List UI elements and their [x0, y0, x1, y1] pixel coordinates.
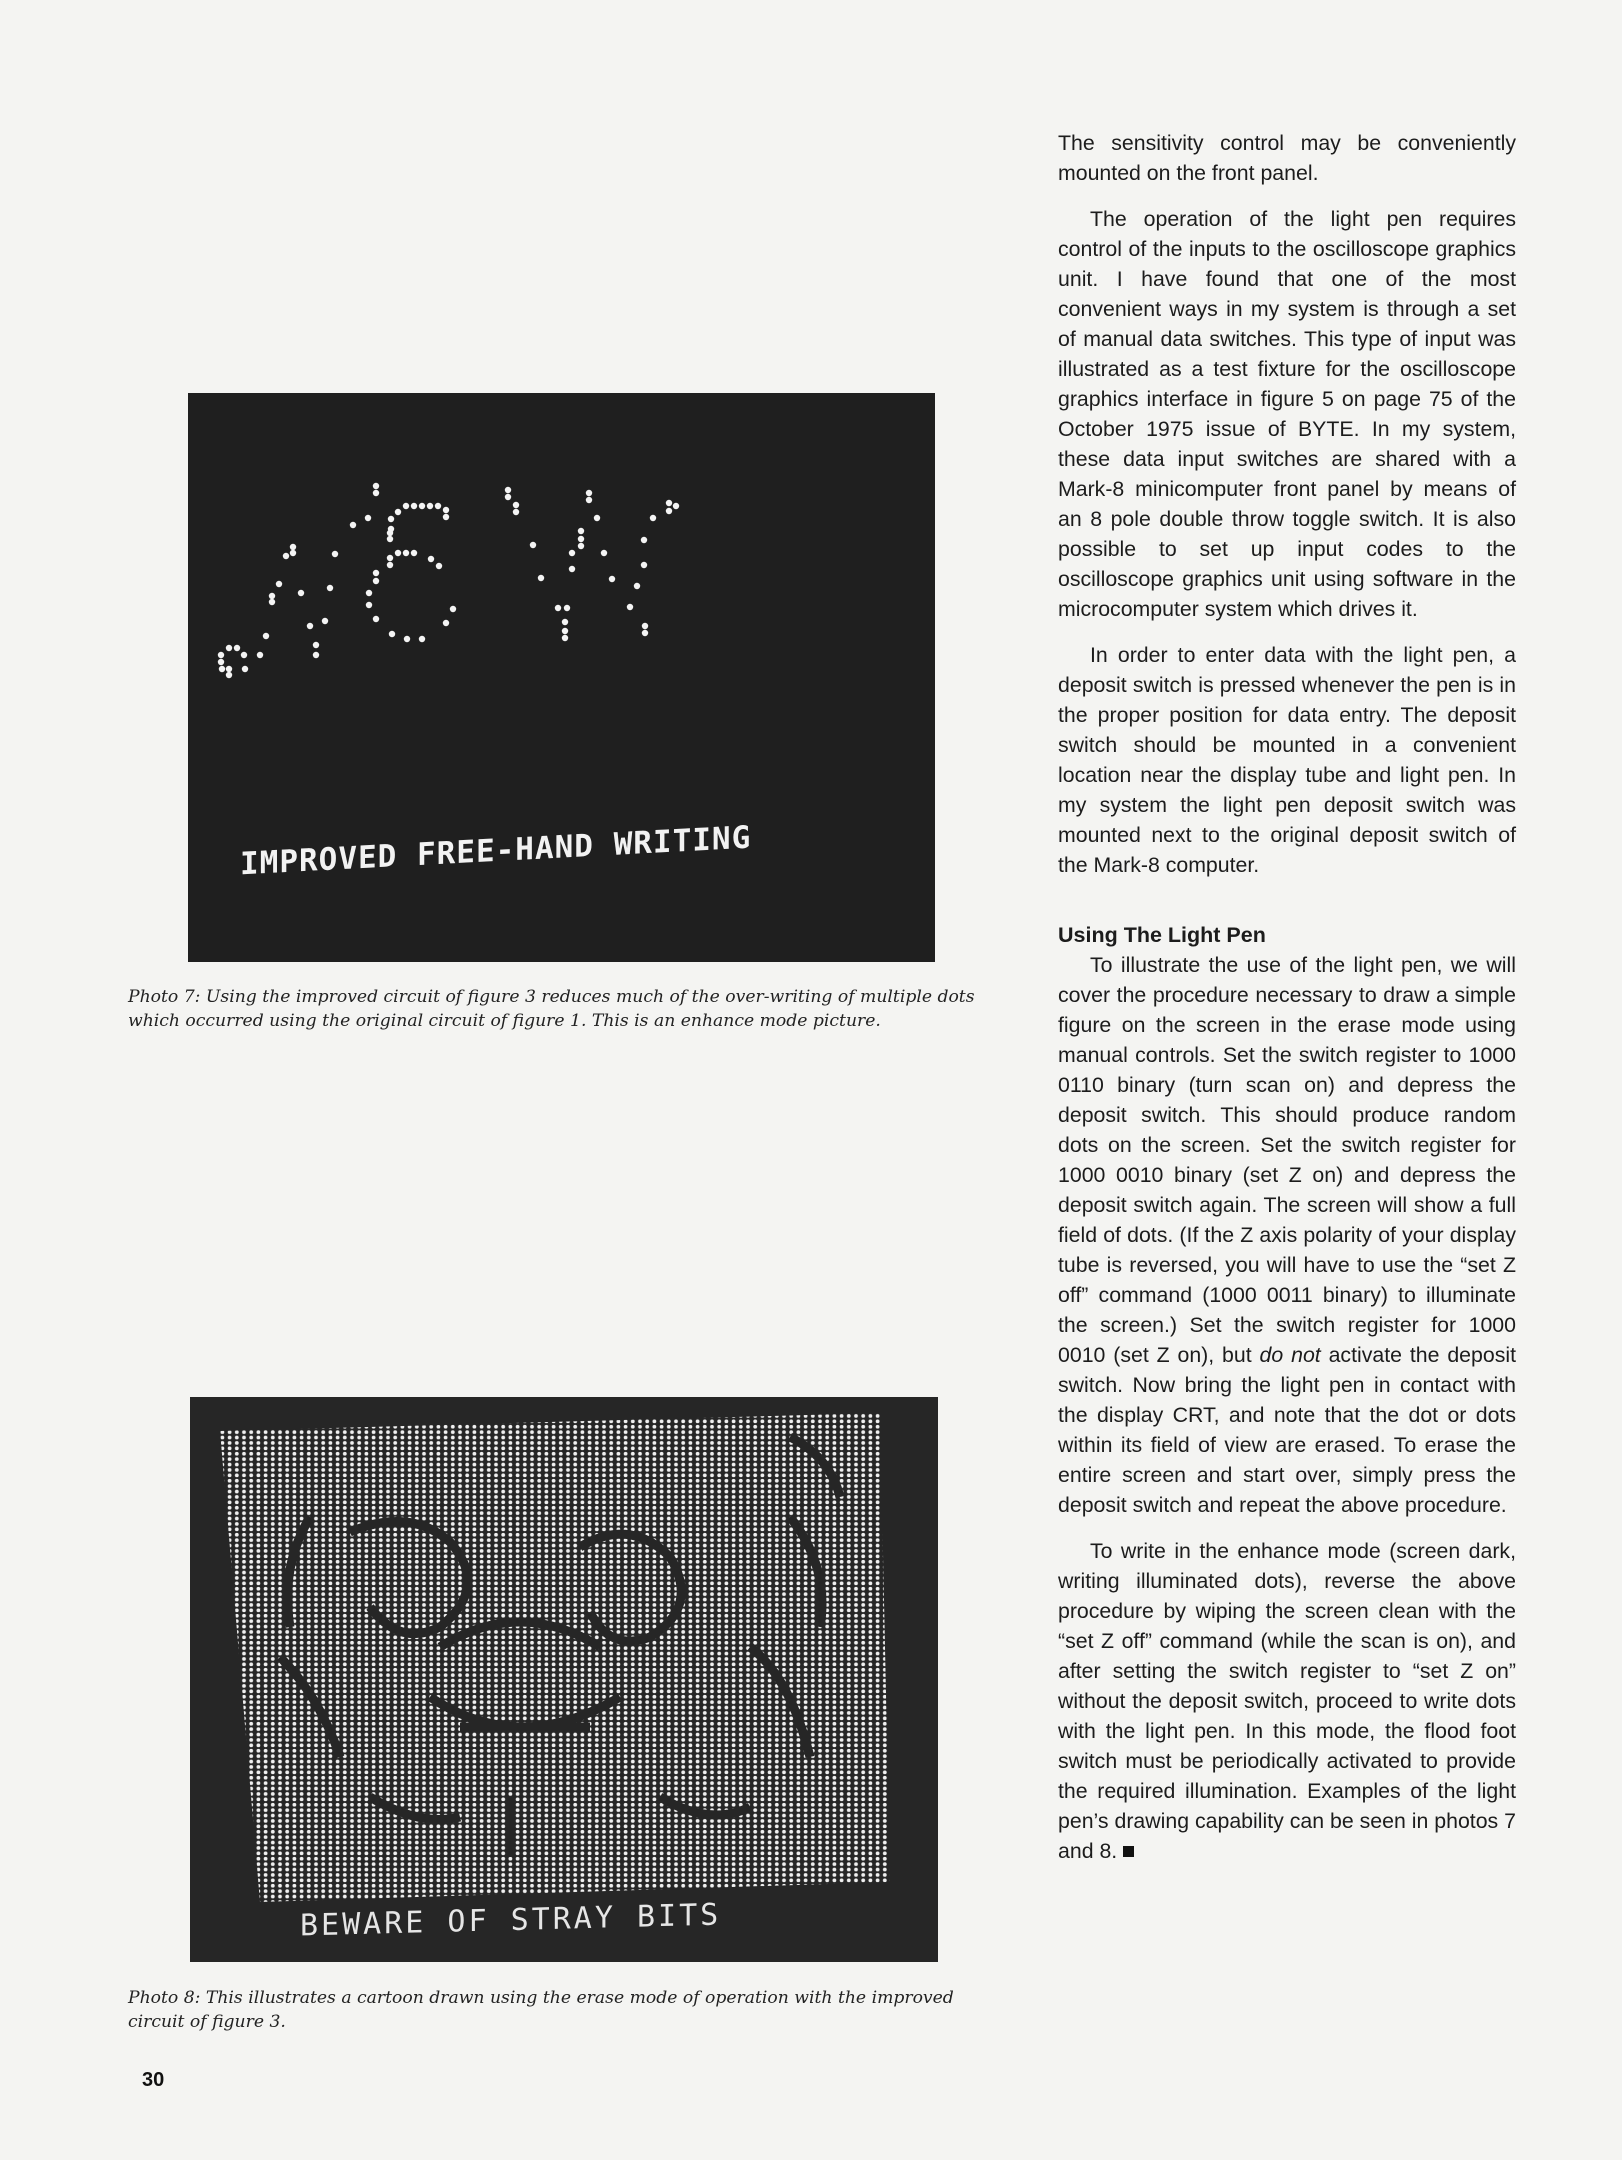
- paragraph-text: activate the deposit switch. Now bring the light pen in contact with the display CRT, and note that the dot or dots within its field of view are erased. To erase the entire screen and start over, simply press the deposit switch and repeat the above procedure.: [1058, 1343, 1516, 1517]
- page-number: 30: [142, 2069, 165, 2091]
- paragraph-text: To illustrate the use of the light pen, we will cover the procedure necessary to draw a simple figure on the screen in the erase mode using manual controls. Set the switch register to 1000 0110 binary (turn scan on) and depress the deposit switch. This should produce random dots on the screen. Set the switch register for 1000 0010 binary (set Z on) and depress the deposit switch again. The screen will show a full field of dots. (If the Z axis polarity of your display tube is reversed, you will have to use the “set Z off” command (1000 0011 binary) to illuminate the screen.) Set the switch register for 1000 0010 (set Z on), but: [1058, 953, 1516, 1367]
- article-body-column: [1058, 128, 1516, 1866]
- end-of-article-square-icon: [1123, 1846, 1134, 1857]
- body-paragraph: [1058, 950, 1516, 1520]
- photo-8-oscilloscope-cartoon: [190, 1397, 938, 1962]
- body-paragraph: The operation of the light pen requires control of the inputs to the oscilloscope graphics unit. I have found that one of the most convenient ways in my system is through a set of manual data switches. This type of input was illustrated as a test fixture for the oscilloscope graphics interface in figure 5 on page 75 of the October 1975 issue of BYTE. In my system, these data input switches are shared with a Mark-8 minicomputer front panel by means of an 8 pole double throw toggle switch. It is also possible to set up input codes to the oscilloscope graphics unit using software in the microcomputer system which drives it.: [1058, 207, 1516, 621]
- crt-screen-text: IMPROVED FREE-HAND WRITING: [240, 819, 752, 883]
- body-paragraph: [1058, 1536, 1516, 1866]
- photo-8-caption: Photo 8: This illustrates a cartoon drawn using the erase mode of operation with the improved circuit of figure 3.: [128, 1988, 954, 2032]
- body-paragraph: In order to enter data with the light pen, a deposit switch is pressed whenever the pen is in the proper position for data entry. The deposit switch should be mounted in a convenient location near the display tube and light pen. In my system the light pen deposit switch was mounted next to the original deposit switch of the Mark-8 computer.: [1058, 643, 1516, 877]
- paragraph-text: To write in the enhance mode (screen dark, writing illuminated dots), reverse the above procedure by wiping the screen clean with the “set Z off” command (while the scan is on), and after setting the switch register to “set Z on” without the deposit switch, proceed to write dots with the light pen. In this mode, the flood foot switch must be periodically activated to provide the required illumination. Examples of the light pen’s drawing capability can be seen in photos 7 and 8.: [1058, 1539, 1516, 1863]
- photo-7-oscilloscope-freehand-writing: [188, 393, 935, 962]
- emphasized-text: do not: [1259, 1343, 1321, 1367]
- photo-7-caption: Photo 7: Using the improved circuit of figure 3 reduces much of the over-writing of multiple dots which occurred using the original circuit of figure 1. This is an enhance mode picture.: [128, 987, 975, 1031]
- body-paragraph: The sensitivity control may be conveniently mounted on the front panel.: [1058, 131, 1516, 185]
- dot-field-cartoon-graphic: [190, 1397, 938, 1962]
- section-heading: Using The Light Pen: [1058, 923, 1266, 947]
- crt-screen-text: BEWARE OF STRAY BITS: [300, 1897, 722, 1944]
